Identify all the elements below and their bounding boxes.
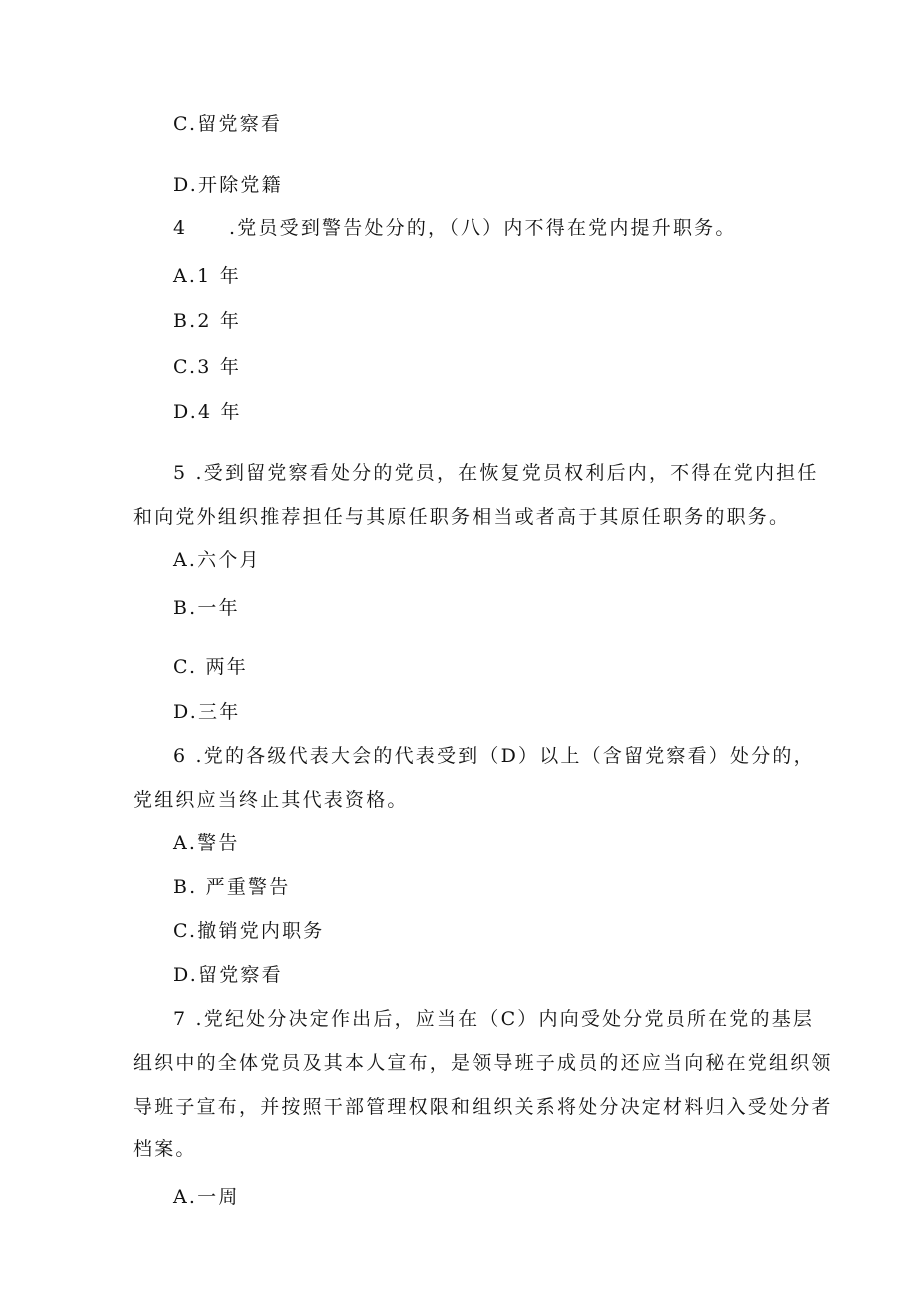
question-line: 6 .党的各级代表大会的代表受到（D）以上（含留党察看）处分的，: [173, 745, 815, 767]
option-line: A.1 年: [173, 265, 241, 287]
option-line: C.撤销党内职务: [173, 920, 325, 942]
question-line: 5 .受到留党察看处分的党员，在恢复党员权利后内，不得在党内担任: [173, 462, 819, 484]
option-line: A.一周: [173, 1186, 240, 1208]
question-text: .党员受到警告处分的，（八）内不得在党内提升职务。: [229, 217, 737, 239]
question-line: 档案。: [133, 1138, 197, 1160]
question-number: 4: [173, 217, 188, 239]
question-line: 党组织应当终止其代表资格。: [133, 789, 409, 811]
question-line: [173, 216, 737, 240]
option-line: D.4 年: [173, 401, 242, 423]
question-line: 7 .党纪处分决定作出后，应当在（C）内向受处分党员所在党的基层: [173, 1008, 815, 1030]
option-line: B.2 年: [173, 310, 242, 332]
option-line: A.警告: [173, 832, 240, 854]
option-line: D.留党察看: [173, 964, 283, 986]
option-line: B.一年: [173, 597, 240, 619]
option-line: C.3 年: [173, 356, 242, 378]
option-line: D.三年: [173, 701, 241, 723]
question-line: 组织中的全体党员及其本人宣布，是领导班子成员的还应当向秘在党组织领: [133, 1052, 833, 1074]
question-line: 和向党外组织推荐担任与其原任职务相当或者高于其原任职务的职务。: [133, 506, 791, 528]
option-line: C. 两年: [173, 656, 248, 678]
option-line: A.六个月: [173, 549, 261, 571]
option-line: B. 严重警告: [173, 876, 291, 898]
option-line: C.留党察看: [173, 113, 283, 135]
question-line: 导班子宣布，并按照干部管理权限和组织关系将处分决定材料归入受处分者: [133, 1096, 833, 1118]
option-line: D.开除党籍: [173, 174, 283, 196]
